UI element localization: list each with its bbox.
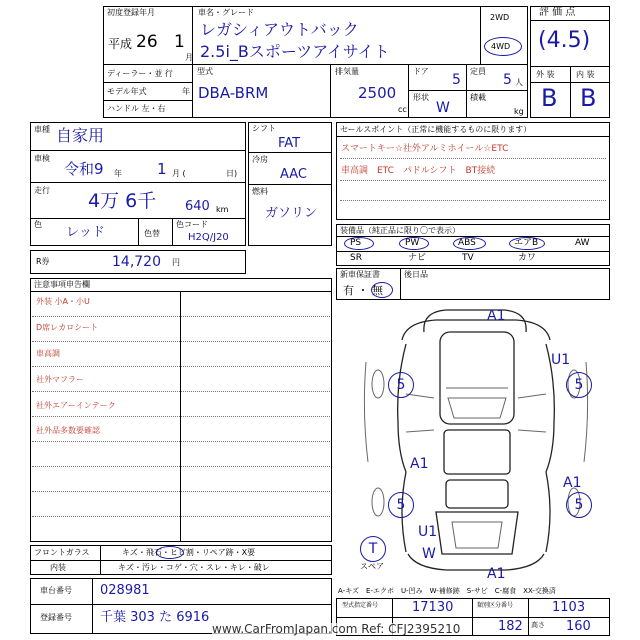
damage-mark: U1 xyxy=(551,352,571,368)
warranty-none-circle xyxy=(371,282,393,298)
recycle-unit: 円 xyxy=(172,258,180,267)
legend: A-キズ E-エクボ U-凹み W-補修跡 S-サビ C-腐食 XX-交換済 xyxy=(338,587,556,595)
class-value: 1103 xyxy=(552,600,586,615)
doors: 5 xyxy=(452,72,461,88)
sales-points-label: セールスポイント（正常に機能するものに限ります） xyxy=(340,125,532,134)
capacity-unit: 人 xyxy=(515,78,523,87)
color: レッド xyxy=(66,225,105,240)
color-code: H2Q/J20 xyxy=(188,232,229,243)
note-item: 社外品多数要確認 xyxy=(36,426,100,435)
load-unit: kg xyxy=(514,107,524,116)
car-name-label: 車名・グレード xyxy=(198,8,254,17)
damage-circle: T xyxy=(360,536,386,562)
equip-sr: SR xyxy=(350,253,362,263)
spec-label: 型式指定番号 xyxy=(342,602,379,609)
class-label: 類別区分番号 xyxy=(477,602,514,609)
vin-label: 車台番号 xyxy=(40,586,72,595)
reg-month: 1 xyxy=(174,32,185,52)
interior-label: 内 装 xyxy=(576,70,595,79)
damage-circle: 5 xyxy=(566,372,592,398)
equip-tv: TV xyxy=(462,253,474,263)
later-items-label: 後日品 xyxy=(404,270,428,279)
notes-box xyxy=(30,278,332,542)
equip-airbag: エアB xyxy=(514,238,539,248)
equip-leather: カワ xyxy=(518,253,537,263)
interior-cond-label: 内装 xyxy=(50,563,66,572)
spec-value: 17130 xyxy=(412,600,454,615)
plate-label: 登録番号 xyxy=(40,613,72,622)
equip-ps: PS xyxy=(350,238,362,248)
sales-points-line-2: 車高調 ETC パドルシフト BT接続 xyxy=(341,166,496,176)
handle-label: ハンドル 左・右 xyxy=(107,104,166,113)
model-year-label: モデル年式 xyxy=(107,87,147,96)
capacity-label: 定員 xyxy=(470,67,486,76)
drive-2wd: 2WD xyxy=(490,13,510,22)
score-value: (4.5) xyxy=(538,28,591,53)
color-label: 色 xyxy=(34,220,42,229)
model-year-unit: 年 xyxy=(182,87,190,96)
exterior-label: 外 装 xyxy=(536,70,555,79)
car-name: レガシィアウトバック xyxy=(200,20,359,39)
equip-abs-circle xyxy=(453,237,486,250)
mileage-extra: 640 xyxy=(185,199,210,214)
notes-label: 注意事項申告欄 xyxy=(34,280,90,289)
displacement: 2500 xyxy=(358,84,397,102)
damage-circle: 5 xyxy=(388,492,414,518)
exterior-score: B xyxy=(541,84,558,112)
load-label: 積載 xyxy=(470,93,486,102)
door-label: ドア xyxy=(413,67,429,76)
model-label: 型式 xyxy=(197,67,213,76)
damage-mark: A1 xyxy=(487,566,506,582)
equip-navi: ナビ xyxy=(408,253,427,263)
reg-month-unit: 月 xyxy=(185,53,193,62)
damage-mark: A1 xyxy=(487,308,506,324)
note-item: 外装 小A・小U xyxy=(36,297,90,306)
note-item: 社外エアーインテーク xyxy=(36,401,116,410)
width-value: 160 xyxy=(566,619,591,634)
shape: W xyxy=(436,100,450,116)
inspection-month: 1 xyxy=(157,160,167,178)
inspection-era: 令和9 xyxy=(64,160,104,178)
capacity: 5 xyxy=(503,72,512,88)
spare-label: スペア xyxy=(360,562,384,571)
equip-pw-circle xyxy=(399,237,429,250)
drive-4wd: 4WD xyxy=(491,42,511,51)
inspection-month-unit: 月 ( xyxy=(172,169,186,178)
inspection-day-unit: 日) xyxy=(226,169,238,178)
interior-score: B xyxy=(580,84,597,112)
vin: 028981 xyxy=(100,583,150,598)
damage-circle: 5 xyxy=(566,492,592,518)
interior-cond-text: キズ・汚レ・コゲ・穴・スレ・キレ・破レ xyxy=(118,563,270,572)
inspection-year-unit: 年 xyxy=(114,169,122,178)
equip-abs: ABS xyxy=(458,238,476,248)
equip-ps-circle xyxy=(344,237,374,250)
type-label: 車種 xyxy=(34,125,50,134)
damage-mark: W xyxy=(422,546,436,562)
equip-aw: AW xyxy=(575,238,590,248)
glass-label: フロントガラス xyxy=(34,548,90,557)
mileage-unit: km xyxy=(216,205,229,214)
shift-value: FAT xyxy=(278,136,301,151)
equip-pw: PW xyxy=(405,238,420,248)
plate: 千葉 303 た 6916 xyxy=(100,610,210,625)
damage-mark: A1 xyxy=(410,456,429,472)
glass-chip-circle xyxy=(156,546,184,559)
displacement-label: 排気量 xyxy=(335,67,359,76)
glass-text: キズ・飛石・ヒビ割・リペア跡・X要 xyxy=(122,548,256,557)
mileage: 4万 6千 xyxy=(88,190,157,212)
dealer-label: ディーラー・並 行 xyxy=(107,69,173,78)
model-code: DBA-BRM xyxy=(198,84,269,102)
orig-color-label: 色替 xyxy=(144,229,160,238)
height-label: 高さ xyxy=(531,621,545,629)
displacement-unit: cc xyxy=(398,105,407,114)
damage-mark: U1 xyxy=(418,524,438,540)
mileage-label: 走行 xyxy=(34,186,50,195)
damage-mark: A1 xyxy=(563,475,582,491)
note-item: 車高調 xyxy=(36,349,60,358)
ac-label: 冷房 xyxy=(252,155,268,164)
height-value: 182 xyxy=(498,619,523,634)
equipment-label: 装備品（純正品に限り〇で表示） xyxy=(340,226,460,235)
note-item: 社外マフラー xyxy=(36,375,84,384)
recycle-value: 14,720 xyxy=(112,254,161,270)
watermark: www.CarFromJapan.com Ref: CFJ2395210 xyxy=(212,622,461,636)
damage-circle: 5 xyxy=(388,372,414,398)
note-item: D席レカロシート xyxy=(36,323,99,332)
warranty-label: 新車保証書 xyxy=(340,270,380,279)
car-grade: 2.5i_Bスポーツアイサイト xyxy=(200,42,390,61)
reg-year: 26 xyxy=(136,32,158,52)
ac-value: AAC xyxy=(280,167,307,182)
equip-airbag-circle xyxy=(509,237,545,250)
score-label: 評 価 点 xyxy=(539,7,576,18)
fuel-value: ガソリン xyxy=(265,206,318,221)
warranty-value: 有 ・ 無 xyxy=(343,284,383,297)
type-value: 自家用 xyxy=(56,126,105,145)
shape-label: 形状 xyxy=(413,93,429,102)
sales-points-line-1: スマートキー☆社外アルミホイール☆ETC xyxy=(341,144,509,154)
reg-era: 平成 xyxy=(108,37,133,51)
color-code-label: 色コード xyxy=(176,220,208,229)
fuel-label: 燃料 xyxy=(252,187,268,196)
recycle-label: R券 xyxy=(36,257,50,266)
shift-label: シフト xyxy=(252,124,276,133)
inspection-label: 車検 xyxy=(34,154,50,163)
reg-year-label: 初度登録年月 xyxy=(107,8,155,17)
